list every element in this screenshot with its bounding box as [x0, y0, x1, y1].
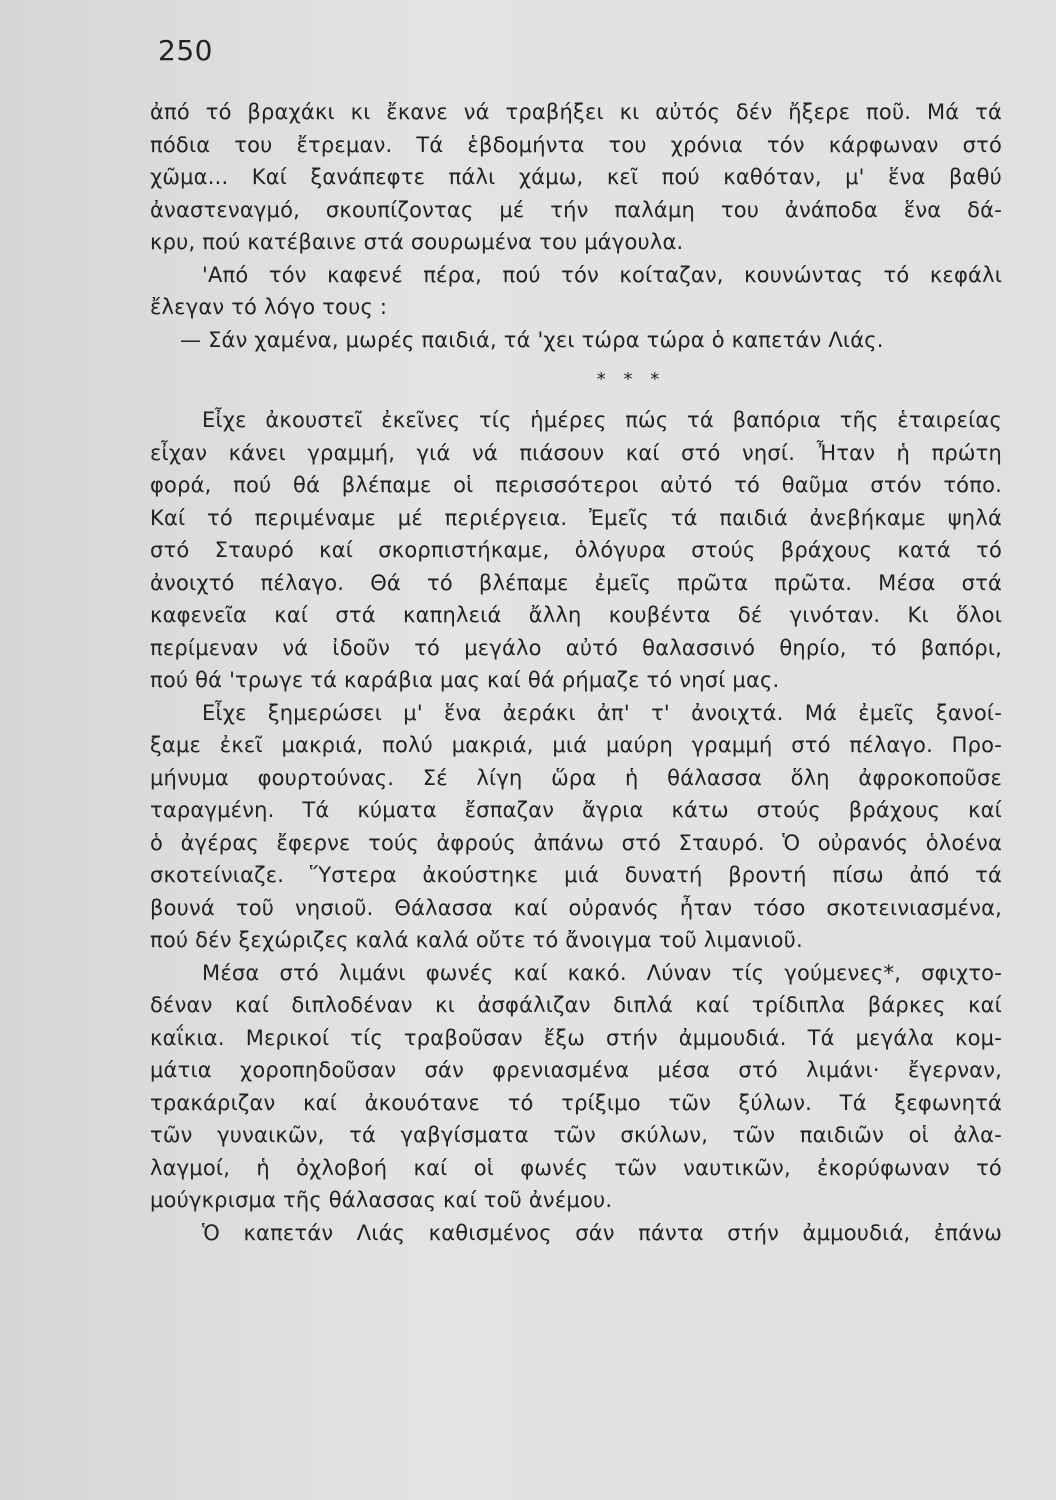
section-separator: * * * [596, 369, 666, 390]
text-line: ὁ ἀγέρας ἔφερνε τούς ἀφρούς ἀπάνω στό Σταυρό. Ὁ οὐρανός ὁλοένα [150, 830, 1002, 855]
text-line: δέναν καί διπλοδέναν κι ἀσφάλιζαν διπλά καί τρίδιπλα βάρκες καί [150, 993, 1002, 1017]
text-line: φορά, πού θά βλέπαμε οἱ περισσότεροι αὐτό τό θαῦμα στόν τόπο. [150, 473, 1002, 497]
text-line: 'Από τόν καφενέ πέρα, πού τόν κοίταζαν, κουνώντας τό κεφάλι [202, 262, 1002, 287]
text-line: Μέσα στό λιμάνι φωνές καί κακό. Λύναν τίς γούμενες*, σφιχτο- [202, 960, 1002, 985]
text-line: Ὁ καπετάν Λιάς καθισμένος σάν πάντα στήν ἀμμουδιά, ἐπάνω [202, 1220, 1002, 1245]
text-line: στό Σταυρό καί σκορπιστήκαμε, ὁλόγυρα στούς βράχους κατά τό [150, 538, 1002, 562]
text-line: μούγκρισμα τῆς θάλασσας καί τοῦ ἀνέμου. [150, 1188, 613, 1212]
text-line: Καί τό περιμέναμε μέ περιέργεια. Ἐμεῖς τά παιδιά ἀνεβήκαμε ψηλά [150, 505, 1002, 530]
text-line: ἔλεγαν τό λόγο τους : [150, 295, 388, 319]
text-line: καφενεῖα καί στά καπηλειά ἄλλη κουβέντα δέ γινόταν. Κι ὅλοι [150, 603, 1002, 627]
text-line: πόδια του ἔτρεμαν. Τά ἑβδομήντα του χρόνια τόν κάρφωναν στό [150, 132, 1002, 157]
text-line: εἶχαν κάνει γραμμή, γιά νά πιάσουν καί στό νησί. Ἦταν ἡ πρώτη [150, 440, 1002, 465]
text-line: ξαμε ἐκεῖ μακριά, πολύ μακριά, μιά μαύρη γραμμή στό πέλαγο. Προ- [150, 733, 1002, 757]
body-text [150, 96, 1002, 1249]
text-line: βουνά τοῦ νησιοῦ. Θάλασσα καί οὐρανός ἦταν τόσο σκοτεινιασμένα, [150, 895, 1002, 920]
page-number: 250 [158, 34, 213, 67]
text-line: ἀναστεναγμό, σκουπίζοντας μέ τήν παλάμη του ἀνάποδα ἕνα δά- [150, 197, 1002, 222]
text-line: Εἶχε ἀκουστεῖ ἐκεῖνες τίς ἡμέρες πώς τά βαπόρια τῆς ἑταιρείας [202, 408, 1002, 432]
text-line: λαγμοί, ἡ ὀχλοβοή καί οἱ φωνές τῶν ναυτικῶν, ἐκορύφωναν τό [150, 1155, 1002, 1180]
text-line: τρακάριζαν καί ἀκουότανε τό τρίξιμο τῶν ξύλων. Τά ξεφωνητά [150, 1090, 1002, 1115]
text-line: περίμεναν νά ἰδοῦν τό μεγάλο αὐτό θαλασσινό θηρίο, τό βαπόρι, [150, 635, 1002, 660]
text-line: ταραγμένη. Τά κύματα ἔσπαζαν ἄγρια κάτω στούς βράχους καί [150, 798, 1002, 822]
text-line: πού δέν ξεχώριζες καλά καλά οὔτε τό ἄνοιγμα τοῦ λιμανιοῦ. [150, 928, 803, 952]
text-line: καΐκια. Μερικοί τίς τραβοῦσαν ἔξω στήν ἀμμουδιά. Τά μεγάλα κομ- [150, 1025, 1002, 1050]
text-line: Εἶχε ξημερώσει μ' ἕνα ἀεράκι ἀπ' τ' ἀνοιχτά. Μά ἐμεῖς ξανοί- [202, 700, 1002, 725]
text-line: χῶμα... Καί ξανάπεφτε πάλι χάμω, κεῖ πού καθόταν, μ' ἕνα βαθύ [150, 165, 1002, 189]
text-line: ἀπό τό βραχάκι κι ἔκανε νά τραβήξει κι αὐτός δέν ἤξερε ποῦ. Μά τά [150, 100, 1002, 124]
text-line: μήνυμα φουρτούνας. Σέ λίγη ὥρα ἡ θάλασσα ὅλη ἀφροκοποῦσε [150, 765, 1002, 790]
text-line: κρυ, πού κατέβαινε στά σουρωμένα του μάγουλα. [150, 230, 684, 254]
text-line: ἀνοιχτό πέλαγο. Θά τό βλέπαμε ἐμεῖς πρῶτα πρῶτα. Μέσα στά [150, 570, 1002, 595]
dialogue-line: — Σάν χαμένα, μωρές παιδιά, τά 'χει τώρα τώρα ὁ καπετάν Λιάς. [180, 327, 884, 352]
text-line: μάτια χοροπηδοῦσαν σάν φρενιασμένα μέσα στό λιμάνι· ἔγερναν, [150, 1058, 1002, 1082]
text-line: τῶν γυναικῶν, τά γαβγίσματα τῶν σκύλων, τῶν παιδιῶν οἱ ἀλα- [150, 1123, 1002, 1147]
text-line: σκοτείνιαζε. Ὕστερα ἀκούστηκε μιά δυνατή βροντή πίσω ἀπό τά [150, 863, 1002, 887]
text-line: πού θά 'τρωγε τά καράβια μας καί θά ρήμαζε τό νησί μας. [150, 668, 780, 692]
